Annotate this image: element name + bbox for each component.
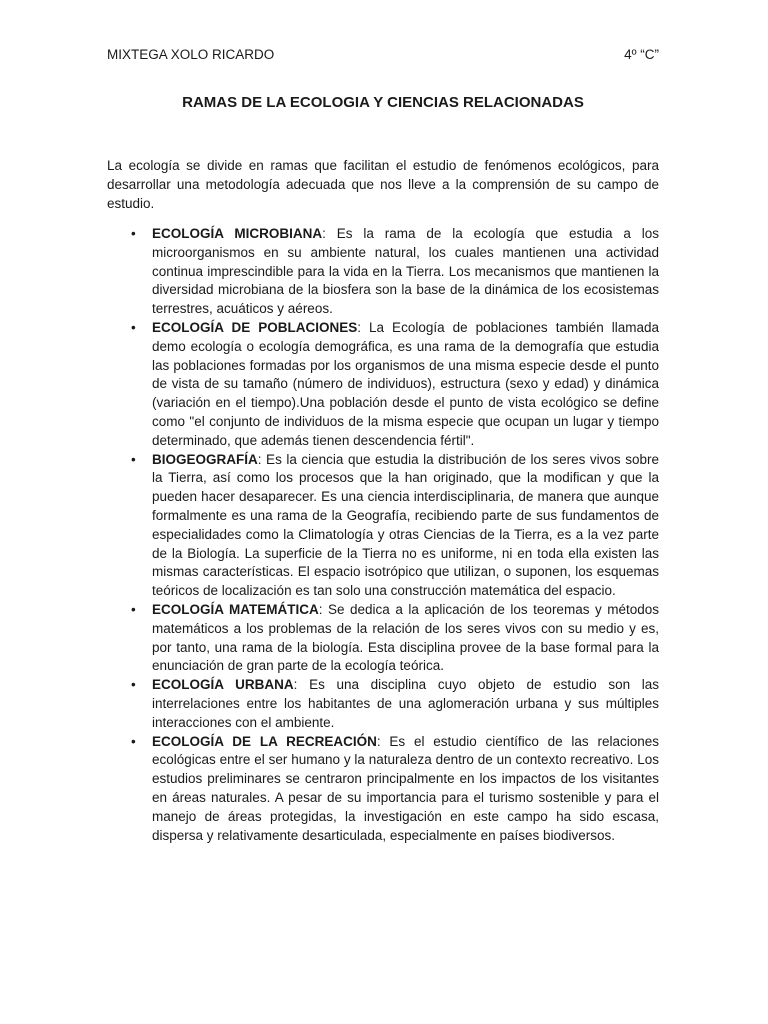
author-name: MIXTEGA XOLO RICARDO xyxy=(107,47,275,62)
document-title: RAMAS DE LA ECOLOGIA Y CIENCIAS RELACIONADAS xyxy=(182,94,584,111)
branch-definition: : La Ecología de poblaciones también llamada demo ecología o ecología demográfica, es una rama de la demografía que estudia las poblaciones formadas por los organismos de una misma especie desde el punto de vista de su tamaño (número de individuos), estructura (sexo y edad) y dinámica (variación en el tiempo).Una población desde el punto de vista ecológico se define como "el conjunto de individuos de la misma especie que ocupan un lugar y tiempo determinado, que además tienen descendencia fértil". xyxy=(152,319,659,448)
list-item-biogeography xyxy=(107,451,659,601)
branch-term: ECOLOGÍA MICROBIANA xyxy=(152,226,323,241)
branch-definition: : Se dedica a la aplicación de los teoremas y métodos matemáticos a los problemas de la relación de los seres vivos con su medio y es, por tanto, una rama de la biología. Esta disciplina provee de la base formal para la enunciación de gran parte de la ecología teórica. xyxy=(152,601,659,674)
bullet-icon: • xyxy=(131,733,136,749)
list-item-population-ecology xyxy=(107,319,659,451)
page-header xyxy=(107,46,659,64)
branch-definition: : Es una disciplina cuyo objeto de estudio son las interrelaciones entre los habitantes de una aglomeración urbana y sus múltiples interacciones con el ambiente. xyxy=(152,677,659,730)
branch-term: ECOLOGÍA DE LA RECREACIÓN xyxy=(152,733,377,749)
branches-list xyxy=(107,225,659,845)
bullet-icon: • xyxy=(131,601,136,617)
list-item-urban-ecology xyxy=(107,676,659,732)
bullet-icon: • xyxy=(131,451,136,467)
intro-paragraph: La ecología se divide en ramas que facilitan el estudio de fenómenos ecológicos, para desarrollar una metodología adecuada que nos lleve a la comprensión de su campo de estudio. xyxy=(107,158,659,212)
list-item-microbial-ecology xyxy=(107,225,659,319)
branch-definition: : Es el estudio científico de las relaciones ecológicas entre el ser humano y la naturaleza dentro de un contexto recreativo. Los estudios preliminares se centraron principalmente en los impactos de los visitantes en áreas naturales. A pesar de su importancia para el turismo sostenible y para el manejo de áreas protegidas, la investigación en este campo ha sido escasa, dispersa y relativamente desarticulada, especialmente en países biodiversos. xyxy=(152,733,659,843)
list-item-mathematical-ecology xyxy=(107,601,659,676)
branch-definition: : Es la rama de la ecología que estudia a los microorganismos en su ambiente natural, los cuales mantienen una actividad continua imprescindible para la vida en la Tierra. Los mecanismos que mantienen la diversidad microbiana de la biosfera son la base de la dinámica de los ecosistemas terrestres, acuáticos y aéreos. xyxy=(152,226,659,317)
branch-definition: : Es la ciencia que estudia la distribución de los seres vivos sobre la Tierra, así como los procesos que la han originado, que la modifican y que la pueden hacer desaparecer. Es una ciencia interdisciplinaria, de manera que aunque formalmente es una rama de la Geografía, recibiendo parte de sus fundamentos de especialidades como la Climatología y otras Ciencias de la Tierra, es a la vez parte de la Biología. La superficie de la Tierra no es uniforme, ni en toda ella existen las mismas características. El espacio isotrópico que utilizan, o suponen, los esquemas teóricos de localización es tan solo una construcción matemática del espacio. xyxy=(152,451,659,599)
bullet-icon: • xyxy=(131,319,136,335)
branch-term: ECOLOGÍA MATEMÁTICA xyxy=(152,601,319,617)
bullet-icon: • xyxy=(131,226,136,241)
branch-term: ECOLOGÍA URBANA xyxy=(152,677,294,693)
branch-term: ECOLOGÍA DE POBLACIONES xyxy=(152,319,358,335)
bullet-icon: • xyxy=(131,677,136,693)
class-group: 4º “C” xyxy=(624,47,659,62)
branch-term: BIOGEOGRAFÍA xyxy=(152,451,258,467)
list-item-recreation-ecology xyxy=(107,733,659,846)
